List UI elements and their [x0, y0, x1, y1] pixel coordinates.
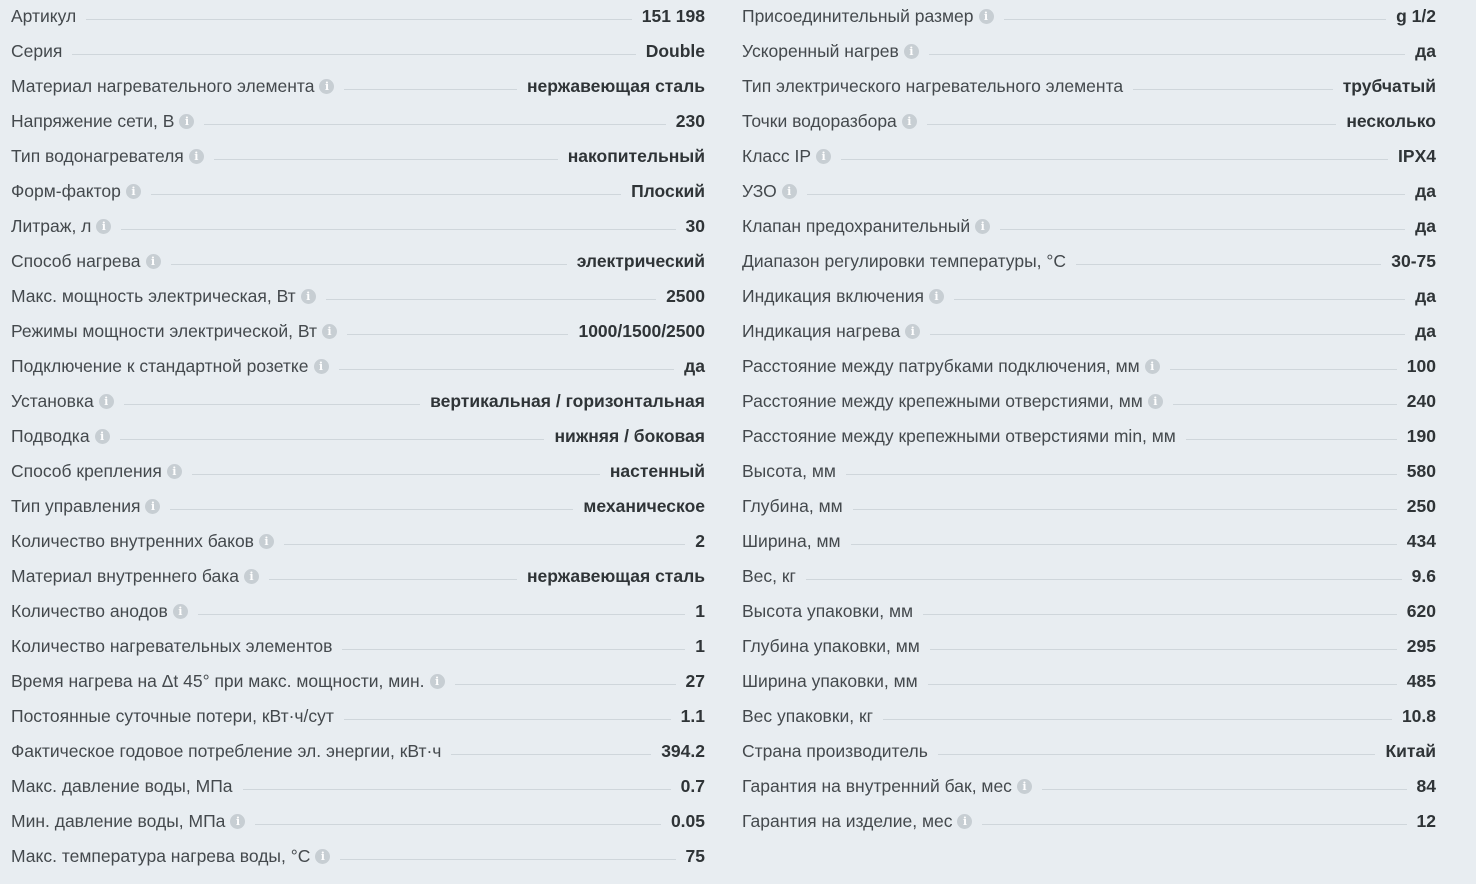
spec-label: Материал внутреннего бака	[11, 566, 239, 586]
leader-line	[170, 509, 573, 510]
spec-row	[742, 630, 1436, 665]
spec-row	[742, 0, 1436, 35]
spec-label: Способ нагрева	[11, 251, 141, 271]
spec-label: Материал нагревательного элемента	[11, 76, 315, 96]
spec-row	[742, 385, 1436, 420]
info-circle-icon[interactable]: i	[230, 814, 245, 829]
leader-line	[930, 649, 1397, 650]
info-circle-icon[interactable]: i	[167, 464, 182, 479]
spec-label: Количество анодов	[11, 601, 168, 621]
spec-label: Глубина упаковки, мм	[742, 636, 920, 656]
info-circle-icon[interactable]: i	[1017, 779, 1032, 794]
spec-label: Количество нагревательных элементов	[11, 636, 333, 656]
spec-label: Точки водоразбора	[742, 111, 897, 131]
leader-line	[204, 124, 665, 125]
spec-label: Индикация включения	[742, 286, 925, 306]
spec-value: настенный	[609, 461, 705, 481]
spec-row	[11, 630, 705, 665]
spec-value: да	[1415, 181, 1436, 201]
leader-line	[1004, 19, 1387, 20]
info-circle-icon[interactable]: i	[322, 324, 337, 339]
leader-line	[86, 19, 631, 20]
info-circle-icon[interactable]: i	[430, 674, 445, 689]
leader-line	[851, 544, 1397, 545]
leader-line	[269, 579, 517, 580]
spec-value: нижняя / боковая	[554, 426, 705, 446]
spec-label: Ширина, мм	[742, 531, 841, 551]
spec-row	[742, 315, 1436, 350]
info-circle-icon[interactable]: i	[314, 359, 329, 374]
leader-line	[124, 404, 420, 405]
info-circle-icon[interactable]: i	[979, 9, 994, 24]
info-circle-icon[interactable]: i	[146, 254, 161, 269]
spec-label: Диапазон регулировки температуры, °С	[742, 251, 1067, 271]
spec-value: 75	[685, 846, 705, 866]
spec-value: 84	[1416, 776, 1436, 796]
info-circle-icon[interactable]: i	[975, 219, 990, 234]
leader-line	[807, 194, 1405, 195]
leader-line	[1042, 789, 1407, 790]
spec-row	[11, 455, 705, 490]
spec-label: Подключение к стандартной розетке	[11, 356, 309, 376]
leader-line	[982, 824, 1406, 825]
info-circle-icon[interactable]: i	[301, 289, 316, 304]
spec-value: Double	[645, 41, 705, 61]
spec-row	[11, 385, 705, 420]
info-circle-icon[interactable]: i	[259, 534, 274, 549]
spec-label: Ширина упаковки, мм	[742, 671, 918, 691]
leader-line	[171, 264, 567, 265]
spec-value: нержавеющая сталь	[526, 566, 705, 586]
spec-label: Страна производитель	[742, 741, 928, 761]
leader-line	[853, 509, 1397, 510]
info-circle-icon[interactable]: i	[96, 219, 111, 234]
spec-label: Литраж, л	[11, 216, 92, 236]
spec-row	[11, 490, 705, 525]
leader-line	[954, 299, 1405, 300]
info-circle-icon[interactable]: i	[905, 324, 920, 339]
info-circle-icon[interactable]: i	[904, 44, 919, 59]
leader-line	[192, 474, 600, 475]
spec-value: нержавеющая сталь	[526, 76, 705, 96]
info-circle-icon[interactable]: i	[173, 604, 188, 619]
spec-value: да	[684, 356, 705, 376]
leader-line	[1173, 404, 1397, 405]
spec-row	[11, 175, 705, 210]
spec-label: Вес, кг	[742, 566, 796, 586]
leader-line	[1133, 89, 1333, 90]
spec-label: Количество внутренних баков	[11, 531, 254, 551]
spec-row	[11, 840, 705, 875]
spec-value: да	[1415, 41, 1436, 61]
spec-label: Время нагрева на Δt 45° при макс. мощности, мин.	[11, 671, 425, 691]
leader-line	[806, 579, 1402, 580]
spec-value: g 1/2	[1396, 6, 1436, 26]
leader-line	[255, 824, 661, 825]
spec-label: Режимы мощности электрической, Вт	[11, 321, 318, 341]
spec-row	[742, 350, 1436, 385]
spec-label: Тип водонагревателя	[11, 146, 184, 166]
info-circle-icon[interactable]: i	[126, 184, 141, 199]
leader-line	[344, 719, 671, 720]
leader-line	[455, 684, 676, 685]
spec-label: Расстояние между патрубками подключения, мм	[742, 356, 1140, 376]
spec-label: Серия	[11, 41, 63, 61]
spec-row	[11, 0, 705, 35]
spec-row	[11, 560, 705, 595]
leader-line	[930, 334, 1405, 335]
spec-value: 9.6	[1411, 566, 1436, 586]
leader-line	[1000, 229, 1405, 230]
spec-label: Расстояние между крепежными отверстиями min, мм	[742, 426, 1176, 446]
spec-row	[742, 140, 1436, 175]
spec-row	[742, 560, 1436, 595]
spec-value: 2500	[666, 286, 705, 306]
spec-row	[11, 700, 705, 735]
spec-label: Ускоренный нагрев	[742, 41, 899, 61]
leader-line	[72, 54, 635, 55]
spec-label: Клапан предохранительный	[742, 216, 971, 236]
spec-label: Высота упаковки, мм	[742, 601, 914, 621]
info-circle-icon[interactable]: i	[816, 149, 831, 164]
spec-value: несколько	[1346, 111, 1436, 131]
info-circle-icon[interactable]: i	[315, 849, 330, 864]
spec-label: Способ крепления	[11, 461, 162, 481]
spec-value: 1	[695, 636, 705, 656]
leader-line	[340, 859, 675, 860]
spec-value: 485	[1406, 671, 1436, 691]
spec-label: Установка	[11, 391, 94, 411]
spec-row	[11, 525, 705, 560]
spec-value: 151 198	[641, 6, 705, 26]
spec-row	[742, 525, 1436, 560]
spec-row	[742, 770, 1436, 805]
spec-value: 230	[675, 111, 705, 131]
spec-label: Артикул	[11, 6, 77, 26]
specs-column-left	[11, 0, 705, 875]
spec-label: Фактическое годовое потребление эл. энергии, кВт·ч	[11, 741, 442, 761]
info-circle-icon[interactable]: i	[145, 499, 160, 514]
specs-column-right	[742, 0, 1436, 840]
spec-value: механическое	[583, 496, 705, 516]
spec-row	[11, 665, 705, 700]
spec-value: да	[1415, 216, 1436, 236]
leader-line	[929, 54, 1405, 55]
spec-row	[11, 350, 705, 385]
spec-row	[742, 665, 1436, 700]
spec-value: 0.05	[670, 811, 705, 831]
spec-row	[742, 280, 1436, 315]
leader-line	[198, 614, 685, 615]
spec-value: да	[1415, 286, 1436, 306]
leader-line	[151, 194, 621, 195]
spec-value: 190	[1406, 426, 1436, 446]
spec-row	[11, 140, 705, 175]
spec-row	[742, 420, 1436, 455]
spec-value: 394.2	[661, 741, 705, 761]
leader-line	[120, 439, 545, 440]
leader-line	[342, 649, 685, 650]
spec-value: 27	[685, 671, 705, 691]
spec-value: 12	[1416, 811, 1436, 831]
spec-label: Расстояние между крепежными отверстиями, мм	[742, 391, 1143, 411]
info-circle-icon[interactable]: i	[957, 814, 972, 829]
spec-value: трубчатый	[1342, 76, 1436, 96]
spec-value: 250	[1406, 496, 1436, 516]
leader-line	[326, 299, 656, 300]
spec-label: Макс. давление воды, МПа	[11, 776, 233, 796]
spec-value: 580	[1406, 461, 1436, 481]
spec-row	[11, 245, 705, 280]
leader-line	[347, 334, 568, 335]
spec-label: Тип электрического нагревательного элемента	[742, 76, 1124, 96]
info-circle-icon[interactable]: i	[782, 184, 797, 199]
info-circle-icon[interactable]: i	[1145, 359, 1160, 374]
info-circle-icon[interactable]: i	[1148, 394, 1163, 409]
spec-label: Макс. температура нагрева воды, °С	[11, 846, 311, 866]
spec-value: 2	[695, 531, 705, 551]
spec-label: Напряжение сети, В	[11, 111, 175, 131]
info-circle-icon[interactable]: i	[319, 79, 334, 94]
spec-label: Высота, мм	[742, 461, 836, 481]
spec-value: вертикальная / горизонтальная	[430, 391, 705, 411]
spec-value: 0.7	[680, 776, 705, 796]
spec-row	[742, 35, 1436, 70]
spec-row	[11, 210, 705, 245]
leader-line	[841, 159, 1388, 160]
spec-value: накопительный	[567, 146, 705, 166]
spec-row	[11, 280, 705, 315]
info-circle-icon[interactable]: i	[244, 569, 259, 584]
leader-line	[121, 229, 675, 230]
spec-row	[11, 805, 705, 840]
spec-label: Макс. мощность электрическая, Вт	[11, 286, 296, 306]
spec-row	[742, 595, 1436, 630]
spec-label: Класс IP	[742, 146, 812, 166]
spec-label: Гарантия на внутренний бак, мес	[742, 776, 1012, 796]
leader-line	[923, 614, 1397, 615]
spec-label: Глубина, мм	[742, 496, 843, 516]
info-circle-icon[interactable]: i	[929, 289, 944, 304]
spec-value: 10.8	[1401, 706, 1436, 726]
spec-label: Подводка	[11, 426, 90, 446]
leader-line	[344, 89, 517, 90]
spec-row	[742, 210, 1436, 245]
spec-row	[11, 35, 705, 70]
leader-line	[284, 544, 685, 545]
spec-row	[742, 700, 1436, 735]
spec-label: Вес упаковки, кг	[742, 706, 874, 726]
spec-row	[11, 315, 705, 350]
spec-value: 434	[1406, 531, 1436, 551]
leader-line	[1186, 439, 1397, 440]
spec-row	[11, 770, 705, 805]
leader-line	[928, 684, 1397, 685]
spec-value: 1.1	[680, 706, 705, 726]
spec-label: Постоянные суточные потери, кВт·ч/сут	[11, 706, 334, 726]
leader-line	[1170, 369, 1397, 370]
spec-row	[11, 70, 705, 105]
spec-row	[742, 455, 1436, 490]
leader-line	[846, 474, 1397, 475]
info-circle-icon[interactable]: i	[99, 394, 114, 409]
spec-row	[742, 105, 1436, 140]
leader-line	[927, 124, 1337, 125]
info-circle-icon[interactable]: i	[189, 149, 204, 164]
spec-label: Индикация нагрева	[742, 321, 901, 341]
leader-line	[883, 719, 1392, 720]
spec-value: 295	[1406, 636, 1436, 656]
spec-value: 1000/1500/2500	[578, 321, 705, 341]
spec-value: да	[1415, 321, 1436, 341]
spec-value: Плоский	[631, 181, 705, 201]
spec-row	[11, 595, 705, 630]
leader-line	[243, 789, 671, 790]
spec-value: Китай	[1385, 741, 1436, 761]
spec-value: 620	[1406, 601, 1436, 621]
spec-row	[11, 735, 705, 770]
leader-line	[339, 369, 675, 370]
spec-row	[742, 735, 1436, 770]
spec-value: 30	[685, 216, 705, 236]
spec-label: Мин. давление воды, МПа	[11, 811, 226, 831]
info-circle-icon[interactable]: i	[95, 429, 110, 444]
spec-label: Гарантия на изделие, мес	[742, 811, 953, 831]
spec-value: электрический	[576, 251, 705, 271]
spec-value: 1	[695, 601, 705, 621]
spec-row	[742, 175, 1436, 210]
spec-row	[11, 420, 705, 455]
spec-label: Присоединительный размер	[742, 6, 974, 26]
spec-label: Форм-фактор	[11, 181, 121, 201]
spec-value: IPX4	[1398, 146, 1436, 166]
info-circle-icon[interactable]: i	[902, 114, 917, 129]
leader-line	[938, 754, 1376, 755]
spec-label: УЗО	[742, 181, 777, 201]
spec-row	[742, 245, 1436, 280]
spec-row	[742, 490, 1436, 525]
spec-value: 240	[1406, 391, 1436, 411]
leader-line	[1076, 264, 1381, 265]
spec-row	[742, 805, 1436, 840]
info-circle-icon[interactable]: i	[179, 114, 194, 129]
spec-label: Тип управления	[11, 496, 141, 516]
spec-row	[742, 70, 1436, 105]
leader-line	[214, 159, 558, 160]
spec-value: 30-75	[1391, 251, 1436, 271]
leader-line	[451, 754, 651, 755]
spec-row	[11, 105, 705, 140]
spec-value: 100	[1406, 356, 1436, 376]
